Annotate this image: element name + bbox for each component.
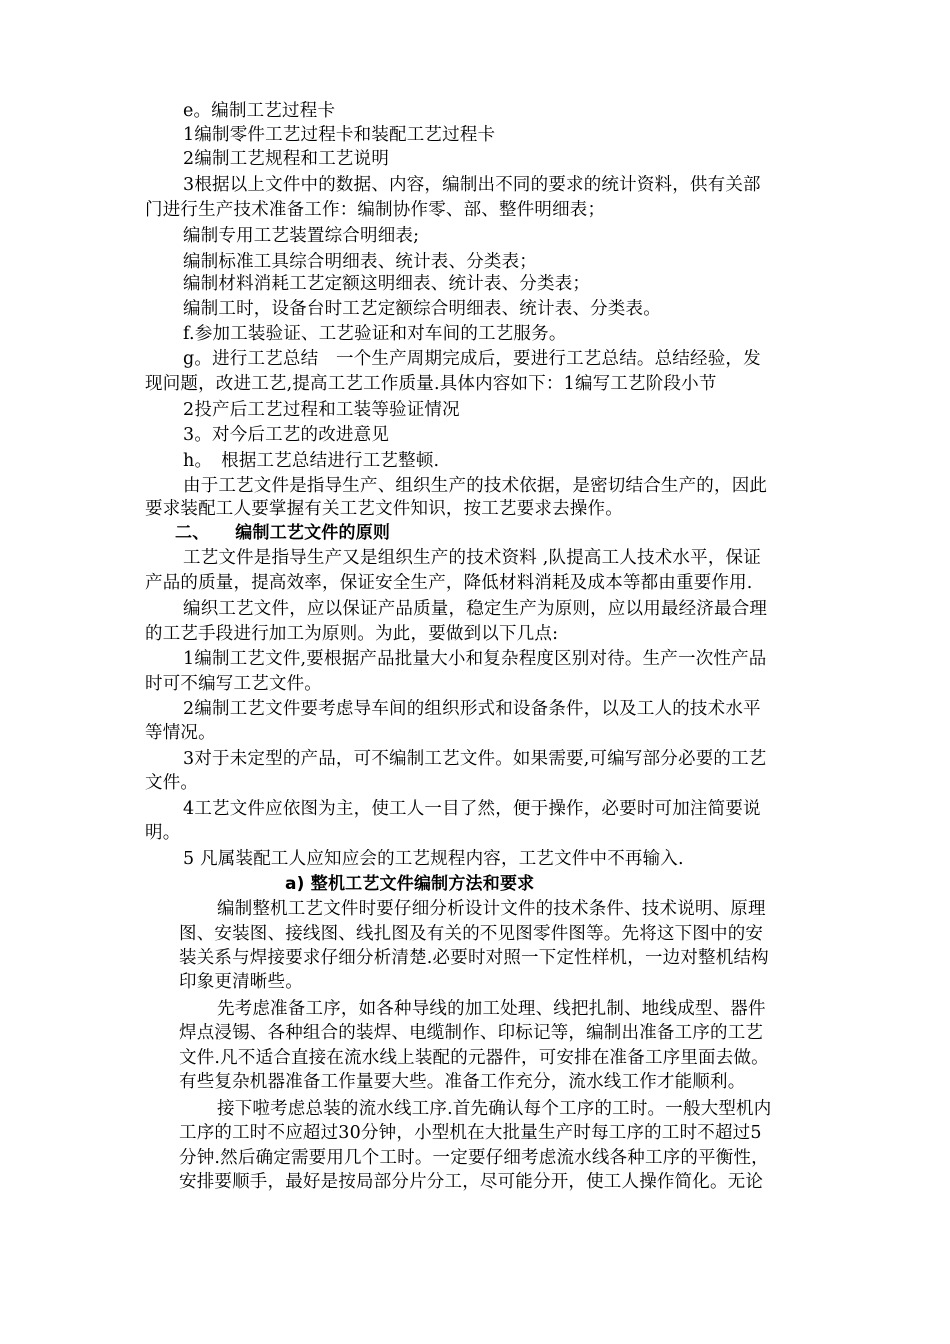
text-line: 编制整机工艺文件时要仔细分析设计文件的技术条件、技术说明、原理 [217, 899, 766, 919]
text-line: h。 根据工艺总结进行工艺整顿. [183, 451, 440, 471]
text-line: 接下啦考虑总装的流水线工序.首先确认每个工序的工时。一般大型机内 [217, 1099, 772, 1119]
text-line: e。编制工艺过程卡 [183, 101, 336, 121]
text-line: 2编制工艺规程和工艺说明 [183, 149, 390, 169]
text-line: 文件.凡不适合直接在流水线上装配的元器件，可安排在准备工序里面去做。 [179, 1048, 769, 1068]
text-line: 2编制工艺文件要考虑导车间的组织形式和设备条件，以及工人的技术水平 [183, 699, 761, 719]
text-line: 装关系与焊接要求仔细分析清楚.必要时对照一下定性样机，一边对整机结构 [179, 948, 769, 968]
text-line: 由于工艺文件是指导生产、组织生产的技术依据，是密切结合生产的，因此 [183, 476, 768, 496]
text-line: 先考虑准备工序，如各种导线的加工处理、线把扎制、地线成型、器件 [217, 999, 766, 1019]
text-line: 编制工时，设备台时工艺定额综合明细表、统计表、分类表。 [183, 299, 661, 319]
text-line: 3根据以上文件中的数据、内容，编制出不同的要求的统计资料，供有关部 [183, 175, 761, 195]
text-line: 1编制零件工艺过程卡和装配工艺过程卡 [183, 125, 496, 145]
text-line: 图、安装图、接线图、线扎图及有关的不见图零件图等。先将这下图中的安 [179, 924, 764, 944]
section-heading: 二、 编制工艺文件的原则 [175, 523, 391, 543]
text-line: 1编制工艺文件,要根据产品批量大小和复杂程度区别对待。生产一次性产品 [183, 649, 767, 669]
text-line: 焊点浸锡、各种组合的装焊、电缆制作、印标记等，编制出准备工序的工艺 [179, 1023, 764, 1043]
text-line: 产品的质量，提高效率，保证安全生产，降低材料消耗及成本等都由重要作用. [145, 573, 753, 593]
text-line: 编织工艺文件，应以保证产品质量，稳定生产为原则，应以用最经济最合理 [183, 599, 768, 619]
text-line: 要求装配工人要掌握有关工艺文件知识，按工艺要求去操作。 [145, 499, 623, 519]
text-line: 5 凡属装配工人应知应会的工艺规程内容，工艺文件中不再输入. [183, 849, 684, 869]
text-line: 3对于未定型的产品，可不编制工艺文件。如果需要,可编写部分必要的工艺 [183, 749, 767, 769]
text-line: 等情况。 [145, 723, 216, 743]
text-line: 安排要顺手，最好是按局部分片分工，尽可能分开，使工人操作简化。无论 [179, 1172, 764, 1192]
text-line: 门进行生产技术准备工作：编制协作零、部、整件明细表； [145, 200, 606, 220]
text-line: f.参加工装验证、工艺验证和对车间的工艺服务。 [183, 324, 567, 344]
text-line: 有些复杂机器准备工作量要大些。准备工作充分，流水线工作才能顺利。 [179, 1072, 746, 1092]
text-line: 时可不编写工艺文件。 [145, 674, 322, 694]
text-line: 现问题，改进工艺,提高工艺工作质量.具体内容如下：1编写工艺阶段小节 [145, 374, 717, 394]
text-line: 编制材料消耗工艺定额这明细表、统计表、分类表； [183, 274, 591, 294]
text-line: 3。对今后工艺的改进意见 [183, 425, 390, 445]
text-line: 工序的工时不应超过30分钟，小型机在大批量生产时每工序的工时不超过5 [179, 1123, 762, 1143]
text-line: 4工艺文件应依图为主，使工人一目了然，便于操作，必要时可加注简要说 [183, 799, 761, 819]
text-line: 文件。 [145, 773, 199, 793]
subsection-heading: a) 整机工艺文件编制方法和要求 [285, 874, 535, 894]
text-line: 分钟.然后确定需要用几个工时。一定要仔细考虑流水线各种工序的平衡性， [179, 1148, 769, 1168]
text-line: 编制专用工艺装置综合明细表; [183, 226, 420, 246]
text-line: 工艺文件是指导生产又是组织生产的技术资料 ,队提高工人技术水平，保证 [183, 548, 761, 568]
text-line: 编制标准工具综合明细表、统计表、分类表； [183, 252, 537, 272]
text-line: 的工艺手段进行加工为原则。为此，要做到以下几点: [145, 624, 559, 644]
text-line: g。进行工艺总结 一个生产周期完成后，要进行工艺总结。总结经验，发 [183, 349, 761, 369]
text-line: 明。 [145, 823, 181, 843]
text-line: 印象更清晰些。 [179, 972, 303, 992]
text-line: 2投产后工艺过程和工装等验证情况 [183, 400, 460, 420]
